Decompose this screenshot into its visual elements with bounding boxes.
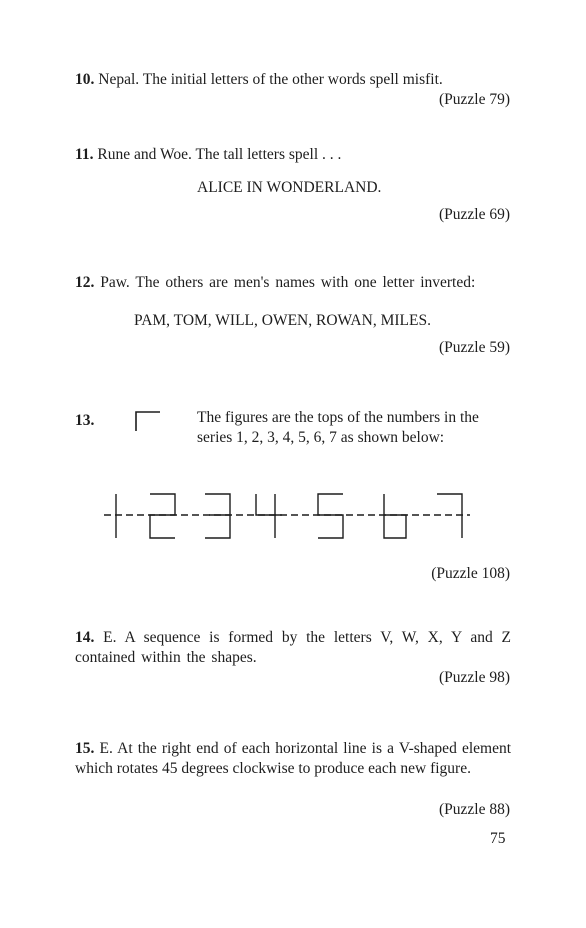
item-number: 10. xyxy=(75,71,95,88)
puzzle-reference: (Puzzle 88) xyxy=(438,801,510,818)
item-text: Nepal. The initial letters of the other words spell misfit. xyxy=(98,71,443,88)
item-number: 11. xyxy=(75,146,94,163)
puzzle-reference: (Puzzle 98) xyxy=(438,669,510,686)
item-10 xyxy=(75,70,511,90)
item-11 xyxy=(75,145,511,165)
item-13-number xyxy=(75,411,94,431)
item-text: Paw. The others are men's names with one letter inverted: xyxy=(100,274,476,291)
puzzle-reference: (Puzzle 69) xyxy=(438,206,510,223)
item-14 xyxy=(75,628,511,668)
item-answer: PAM, TOM, WILL, OWEN, ROWAN, MILES. xyxy=(134,312,431,329)
item-number: 13. xyxy=(75,412,95,429)
item-answer: ALICE IN WONDERLAND. xyxy=(197,179,382,196)
item-number: 12. xyxy=(75,274,95,291)
puzzle-reference: (Puzzle 79) xyxy=(438,91,510,108)
puzzle-reference: (Puzzle 108) xyxy=(431,565,510,582)
item-text: Rune and Woe. The tall letters spell . . . xyxy=(97,146,342,163)
figure-top-icon xyxy=(134,410,164,432)
page-number: 75 xyxy=(490,830,506,847)
puzzle-reference: (Puzzle 59) xyxy=(438,339,510,356)
item-text: E. A sequence is formed by the letters V, W, X, Y and Z contained within the shapes. xyxy=(75,629,511,666)
item-12 xyxy=(75,273,511,293)
item-15 xyxy=(75,739,511,779)
item-text-line: series 1, 2, 3, 4, 5, 6, 7 as shown below: xyxy=(197,429,445,446)
number-tops-figure xyxy=(104,484,484,544)
item-number: 14. xyxy=(75,629,95,646)
item-text-line: The figures are the tops of the numbers in the xyxy=(197,409,479,426)
item-number: 15. xyxy=(75,740,95,757)
item-text: E. At the right end of each horizontal line is a V-shaped element which rotates 45 degrees clockwise to produce each new figure. xyxy=(75,740,512,777)
